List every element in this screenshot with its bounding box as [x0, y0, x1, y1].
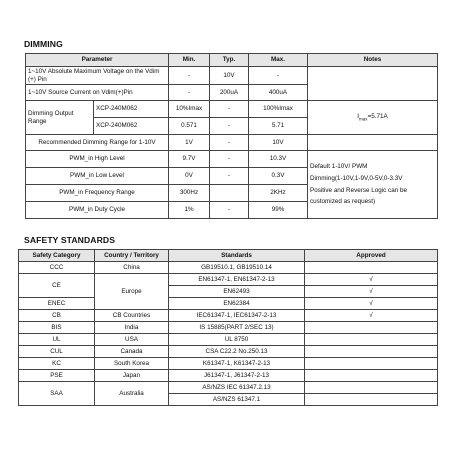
model-cell: XCP-240M062: [94, 118, 169, 135]
max-cell: 100%Imax: [249, 101, 308, 118]
header-notes: Notes: [308, 54, 438, 67]
standards-cell: K61347-1, K61347-2-13: [169, 358, 305, 370]
table-row: [19, 370, 438, 382]
category-cell: SAA: [19, 382, 95, 406]
typ-cell: [210, 185, 249, 202]
max-cell: 10V: [249, 135, 308, 151]
param-cell: PWM_in Frequency Range: [26, 185, 169, 202]
category-cell: KC: [19, 358, 95, 370]
standards-cell: EN62384: [169, 298, 305, 310]
table-row: [19, 322, 438, 334]
country-cell: Australia: [95, 382, 169, 406]
max-cell: -: [249, 67, 308, 85]
approved-cell: [305, 382, 438, 394]
standards-cell: IS 15885(PART 2/SEC 13): [169, 322, 305, 334]
standards-cell: CSA C22.2 No.250.13: [169, 346, 305, 358]
standards-cell: J61347-1, J61347-2-13: [169, 370, 305, 382]
dimming-section-title: DIMMING: [24, 39, 63, 49]
typ-cell: -: [210, 135, 249, 151]
standards-cell: GB19510.1, GB19510.14: [169, 262, 305, 274]
min-cell: 9.7V: [169, 151, 210, 168]
table-row: [26, 135, 438, 151]
approved-cell: [305, 358, 438, 370]
category-cell: CCC: [19, 262, 95, 274]
typ-cell: -: [210, 202, 249, 219]
typ-cell: -: [210, 118, 249, 135]
typ-cell: -: [210, 168, 249, 185]
approved-check: √: [305, 310, 438, 322]
param-cell: 1~10V Absolute Maximum Voltage on the Vdim (+) Pin: [26, 67, 169, 85]
category-cell: UL: [19, 334, 95, 346]
model-cell: XCP-240M062: [94, 101, 169, 118]
typ-cell: 10V: [210, 67, 249, 85]
category-cell: PSE: [19, 370, 95, 382]
header-standards: Standards: [169, 250, 305, 262]
safety-table: [18, 249, 438, 406]
table-row: [19, 298, 438, 310]
min-cell: 0.571: [169, 118, 210, 135]
approved-check: √: [305, 274, 438, 286]
dimming-table: [25, 53, 438, 219]
category-cell: ENEC: [19, 298, 95, 310]
pwm-note-line: customized as request): [310, 198, 376, 206]
max-cell: 2KHz: [249, 185, 308, 202]
standards-cell: AS/NZS 61347.1: [169, 394, 305, 406]
category-cell: CUL: [19, 346, 95, 358]
imax-note: [308, 101, 438, 135]
header-parameter: Parameter: [26, 54, 169, 67]
pwm-note-line: Positive and Reverse Logic can be: [310, 186, 407, 194]
param-cell: Recommended Dimming Range for 1-10V: [26, 135, 169, 151]
table-row: [19, 274, 438, 286]
standards-cell: EN61347-1, EN61347-2-13: [169, 274, 305, 286]
header-safety-category: Safety Category: [19, 250, 95, 262]
table-row: [19, 310, 438, 322]
country-cell: Canada: [95, 346, 169, 358]
min-cell: -: [169, 67, 210, 85]
typ-cell: 200uA: [210, 85, 249, 101]
category-cell: CB: [19, 310, 95, 322]
param-cell: PWM_in Low Level: [26, 168, 169, 185]
notes-cell: [308, 67, 438, 101]
standards-cell: IEC61347-1, IEC61347-2-13: [169, 310, 305, 322]
country-cell: Europe: [95, 274, 169, 310]
standards-cell: EN62493: [169, 286, 305, 298]
table-row: [19, 346, 438, 358]
approved-cell: [305, 322, 438, 334]
country-cell: India: [95, 322, 169, 334]
country-cell: Japan: [95, 370, 169, 382]
typ-cell: -: [210, 101, 249, 118]
max-cell: 400uA: [249, 85, 308, 101]
standards-cell: UL 8750: [169, 334, 305, 346]
approved-check: √: [305, 298, 438, 310]
max-cell: 0.3V: [249, 168, 308, 185]
table-row: [26, 101, 438, 118]
imax-prefix: I: [357, 113, 360, 121]
category-cell: BIS: [19, 322, 95, 334]
safety-header-row: [19, 250, 438, 262]
approved-cell: [305, 334, 438, 346]
imax-sub: max: [359, 116, 368, 122]
imax-value: =5.71A: [367, 113, 388, 121]
table-row: [19, 358, 438, 370]
country-cell: South Korea: [95, 358, 169, 370]
param-cell: 1~10V Source Current on Vdim(+)Pin: [26, 85, 169, 101]
notes-cell: [308, 135, 438, 151]
max-cell: 10.3V: [249, 151, 308, 168]
approved-check: √: [305, 286, 438, 298]
header-approved: Approved: [305, 250, 438, 262]
header-max: Max.: [249, 54, 308, 67]
country-cell: China: [95, 262, 169, 274]
min-cell: 1V: [169, 135, 210, 151]
param-cell: PWM_in High Level: [26, 151, 169, 168]
table-row: [19, 382, 438, 394]
table-row: [26, 151, 438, 168]
approved-cell: [305, 370, 438, 382]
approved-cell: [305, 346, 438, 358]
table-row: [26, 67, 438, 85]
standards-cell: AS/NZS IEC 61347.2.13: [169, 382, 305, 394]
header-typ: Typ.: [210, 54, 249, 67]
pwm-note: [308, 151, 438, 219]
pwm-note-line: Default 1-10V/ PWM: [310, 162, 368, 170]
category-cell: CE: [19, 274, 95, 298]
max-cell: 5.71: [249, 118, 308, 135]
typ-cell: -: [210, 151, 249, 168]
country-cell: USA: [95, 334, 169, 346]
table-row: [19, 262, 438, 274]
param-cell: Dimming Output Range: [26, 101, 94, 135]
header-min: Min.: [169, 54, 210, 67]
min-cell: 0V: [169, 168, 210, 185]
country-cell: CB Countries: [95, 310, 169, 322]
min-cell: -: [169, 85, 210, 101]
pwm-note-line: Dimming(1-10V,1-9V,0-5V,0-3.3V: [310, 174, 403, 182]
approved-cell: [305, 394, 438, 406]
dimming-header-row: [26, 54, 438, 67]
safety-section-title: SAFETY STANDARDS: [24, 235, 116, 245]
min-cell: 1%: [169, 202, 210, 219]
header-country: Country / Territory: [95, 250, 169, 262]
param-cell: PWM_in Duty Cycle: [26, 202, 169, 219]
min-cell: 300Hz: [169, 185, 210, 202]
table-row: [19, 334, 438, 346]
min-cell: 10%Imax: [169, 101, 210, 118]
approved-cell: [305, 262, 438, 274]
max-cell: 99%: [249, 202, 308, 219]
